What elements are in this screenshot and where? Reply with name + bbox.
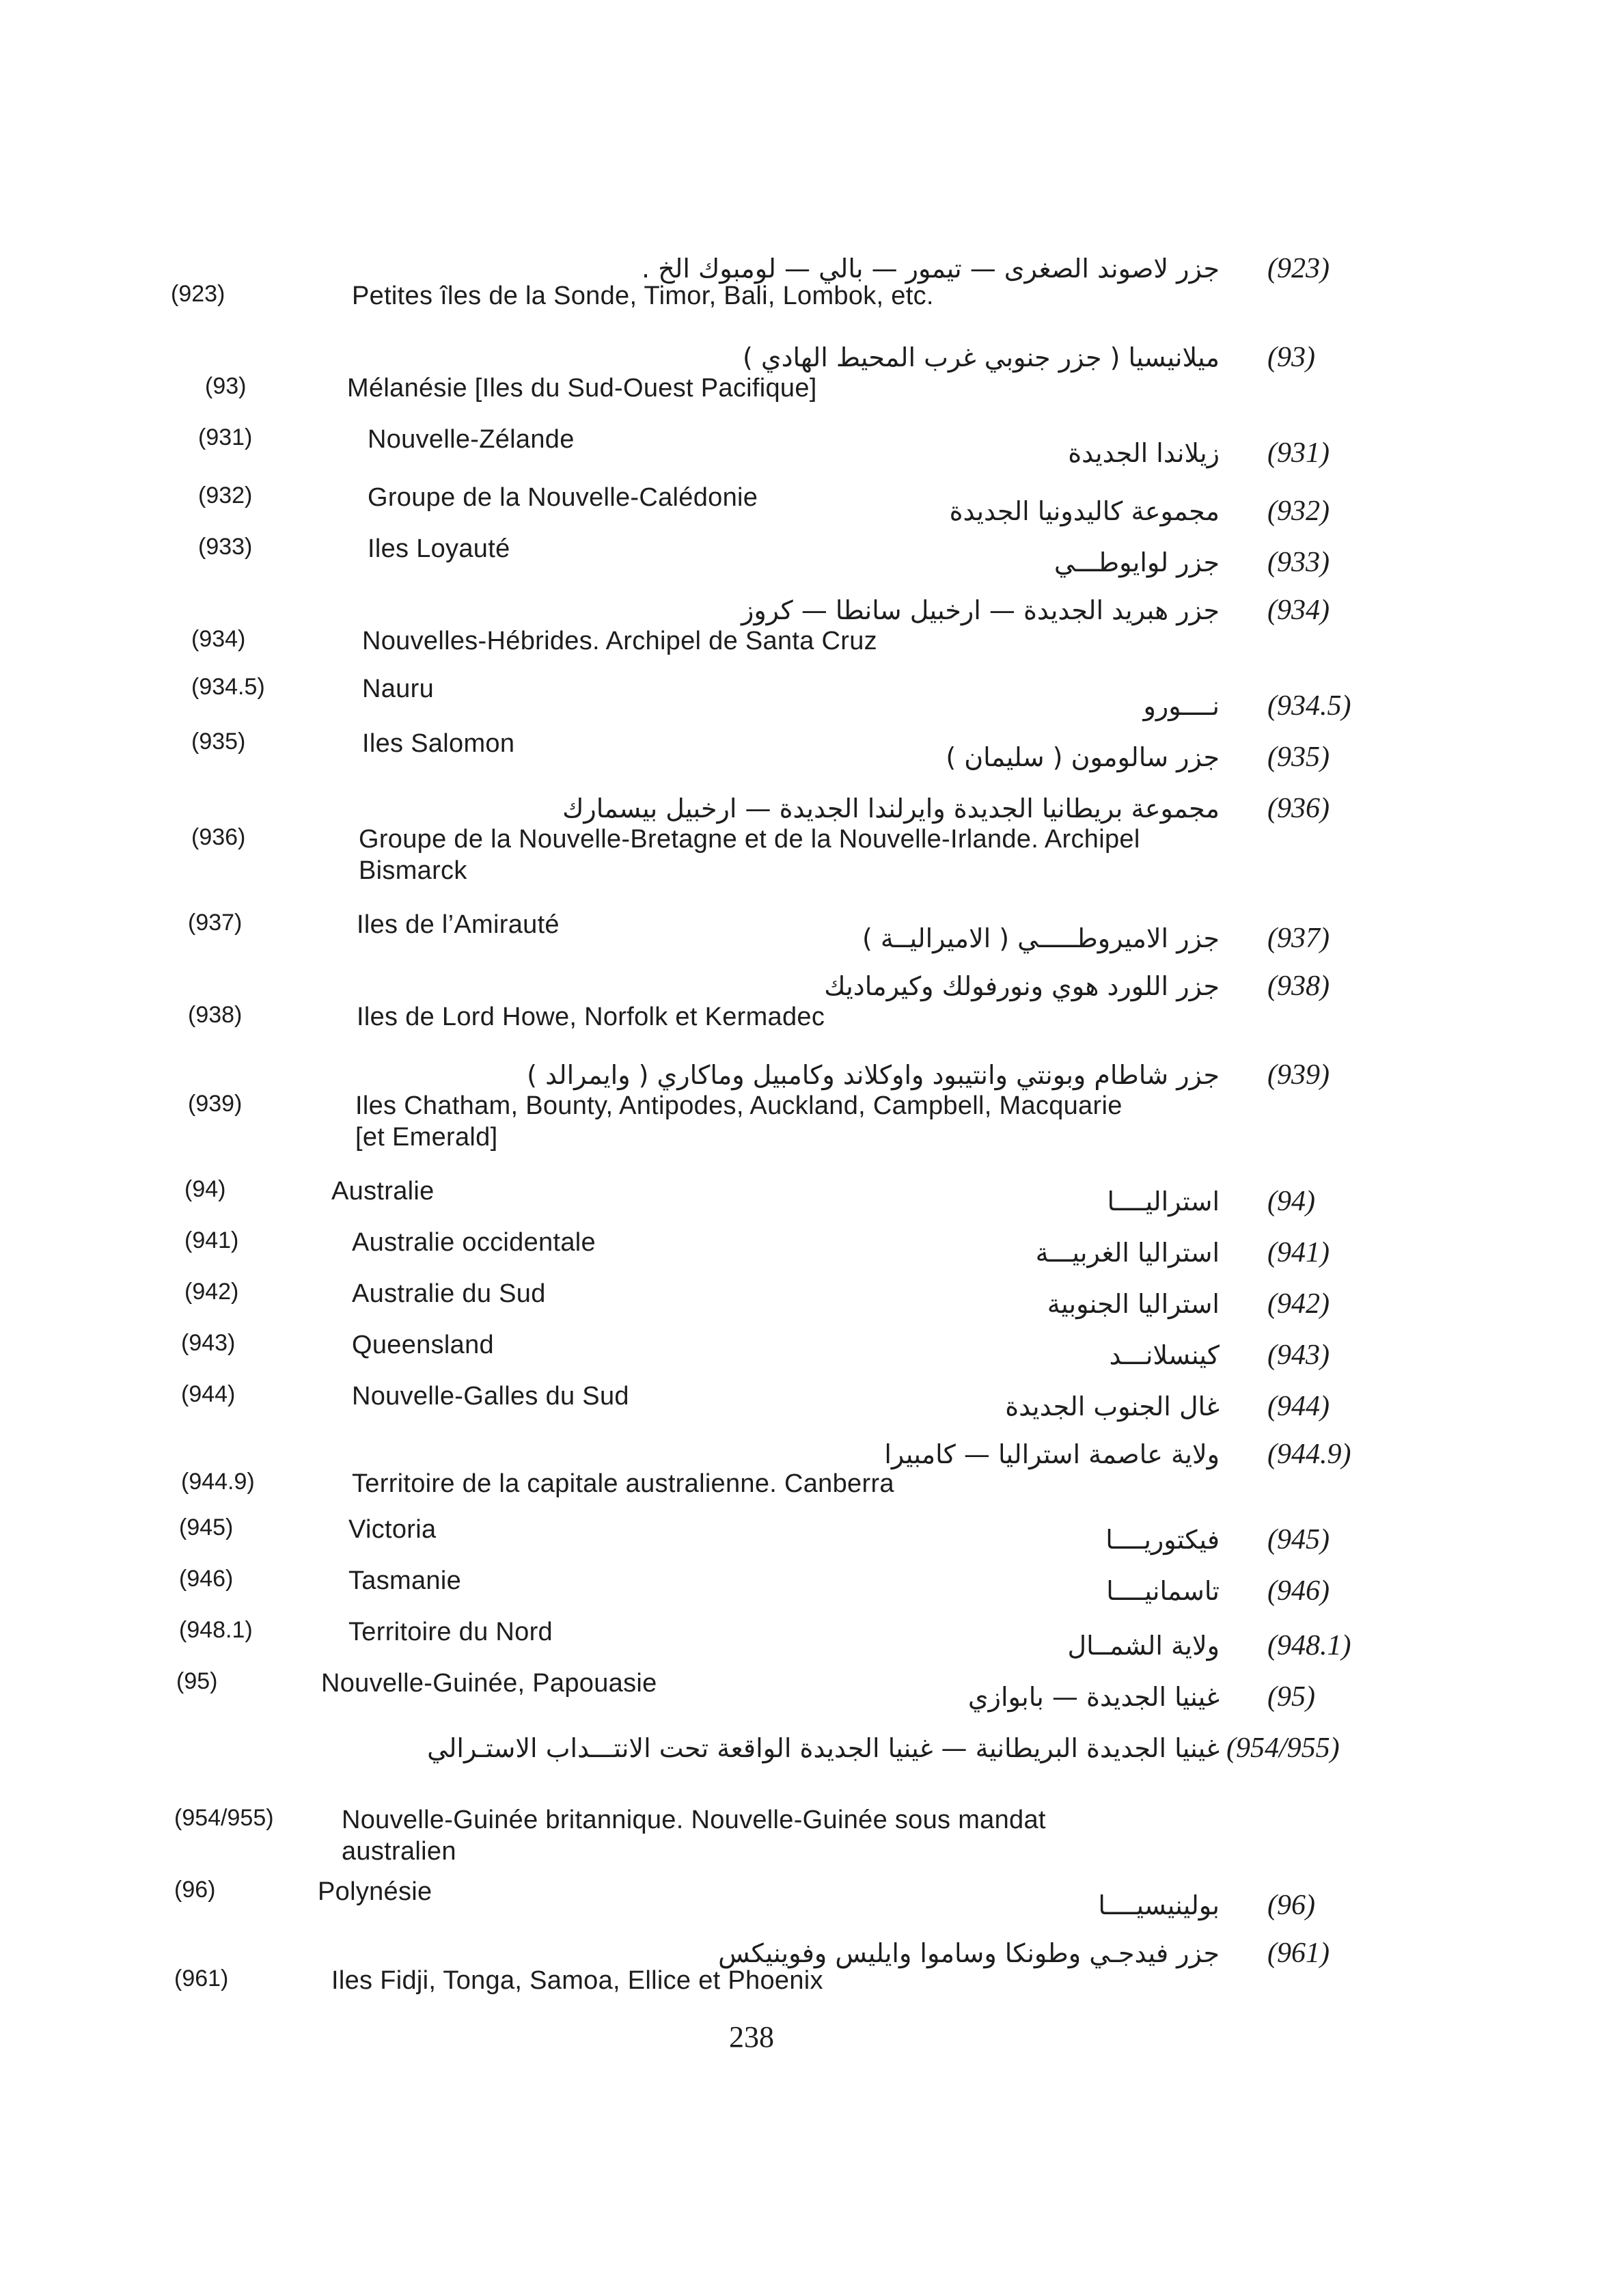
french-code: (933) — [198, 534, 253, 560]
french-label: Nouvelles-Hébrides. Archipel de Santa Cruz — [362, 627, 877, 655]
french-label: Iles de Lord Howe, Norfolk et Kermadec — [357, 1003, 825, 1031]
arabic-code: (96) — [1267, 1890, 1315, 1921]
arabic-code: (934) — [1267, 595, 1330, 626]
french-code: (934.5) — [191, 674, 265, 700]
arabic-label: جزر لوايوطـــي — [1054, 547, 1220, 577]
french-code: (948.1) — [179, 1617, 253, 1643]
french-label: Nouvelle-Guinée britannique. Nouvelle-Guinée sous mandat australien — [342, 1806, 1046, 1866]
french-label: Tasmanie — [348, 1566, 462, 1595]
arabic-code: (934.5) — [1267, 690, 1351, 722]
french-label: Nouvelle-Guinée, Papouasie — [321, 1669, 657, 1698]
french-code: (942) — [184, 1279, 239, 1305]
french-label: Australie — [331, 1177, 435, 1206]
arabic-label: غينيا الجديدة البريطانية — غينيا الجديدة الواقعة تحت الانتـــداب الاستـرالي — [427, 1733, 1220, 1763]
arabic-label: نــــورو — [1143, 691, 1220, 721]
french-code: (94) — [184, 1176, 226, 1202]
french-code: (931) — [198, 424, 253, 450]
french-label: Petites îles de la Sonde, Timor, Bali, Lombok, etc. — [352, 282, 934, 310]
arabic-label: جزر سالومون ( سليمان ) — [946, 742, 1220, 772]
arabic-label: جزر هبريد الجديدة — ارخبيل سانطا — كروز — [741, 595, 1220, 625]
arabic-code: (932) — [1267, 495, 1330, 527]
arabic-label: استراليا الجنوبية — [1047, 1289, 1220, 1319]
arabic-label: جزر فيدجـي وطونكا وساموا وايليس وفوينيكس — [718, 1938, 1220, 1968]
french-label: Iles Loyauté — [368, 534, 510, 563]
french-label: Territoire du Nord — [348, 1618, 553, 1646]
french-label: Mélanésie [Iles du Sud-Ouest Pacifique] — [347, 374, 817, 403]
arabic-code: (935) — [1267, 742, 1330, 773]
arabic-label: فيكتوريــــا — [1105, 1525, 1220, 1555]
arabic-label: بولينيسيــــا — [1098, 1890, 1220, 1920]
arabic-code: (933) — [1267, 547, 1330, 578]
french-label: Groupe de la Nouvelle-Calédonie — [368, 483, 758, 512]
arabic-code: (93) — [1267, 342, 1315, 373]
french-code: (943) — [181, 1330, 236, 1356]
french-label: Australie du Sud — [352, 1279, 546, 1308]
arabic-code: (946) — [1267, 1575, 1330, 1607]
arabic-code: (954/955) — [1226, 1732, 1340, 1764]
french-code: (93) — [205, 373, 247, 399]
french-label: Iles Fidji, Tonga, Samoa, Ellice et Phoenix — [331, 1966, 823, 1995]
arabic-label: غينيا الجديدة — بابوازي — [967, 1682, 1220, 1712]
french-code: (923) — [171, 281, 225, 307]
arabic-label: مجموعة كاليدونيا الجديدة — [949, 496, 1220, 526]
arabic-label: زيلاندا الجديدة — [1068, 438, 1220, 468]
arabic-label: غال الجنوب الجديدة — [1005, 1391, 1220, 1422]
arabic-label: ولاية عاصمة استراليا — كامبيرا — [884, 1439, 1220, 1469]
arabic-code: (941) — [1267, 1237, 1330, 1268]
french-code: (939) — [188, 1091, 243, 1117]
french-code: (946) — [179, 1566, 234, 1592]
arabic-code: (95) — [1267, 1681, 1315, 1713]
french-label: Victoria — [348, 1515, 437, 1544]
arabic-label: جزر الاميروطـــــي ( الاميراليــة ) — [862, 923, 1220, 953]
french-code: (938) — [188, 1002, 243, 1028]
arabic-label: كينسلانـــد — [1109, 1340, 1220, 1370]
french-code: (96) — [174, 1877, 216, 1903]
french-label: Groupe de la Nouvelle-Bretagne et de la Nouvelle-Irlande. Archipel Bismarck — [359, 825, 1140, 885]
arabic-code: (938) — [1267, 970, 1330, 1002]
french-label: Queensland — [352, 1331, 494, 1359]
arabic-code: (961) — [1267, 1938, 1330, 1969]
arabic-label: تاسمانيــــا — [1106, 1576, 1220, 1606]
arabic-code: (936) — [1267, 793, 1330, 824]
french-code: (934) — [191, 626, 246, 652]
arabic-label: ميلانيسيا ( جزر جنوبي غرب المحيط الهادي ) — [742, 342, 1220, 372]
french-label: Nouvelle-Zélande — [368, 425, 575, 454]
arabic-label: استراليا الغربيـــة — [1035, 1238, 1220, 1268]
french-code: (944) — [181, 1381, 236, 1407]
french-code: (935) — [191, 729, 246, 754]
french-label: Iles de l’Amirauté — [357, 910, 560, 939]
arabic-code: (94) — [1267, 1186, 1315, 1217]
french-code: (932) — [198, 482, 253, 508]
french-code: (944.9) — [181, 1469, 255, 1495]
arabic-code: (931) — [1267, 437, 1330, 469]
arabic-code: (943) — [1267, 1340, 1330, 1371]
french-label: Nauru — [362, 675, 434, 703]
arabic-label: استراليــــا — [1107, 1186, 1220, 1216]
arabic-label: مجموعة بريطانيا الجديدة وايرلندا الجديدة — ارخبيل بيسمارك — [562, 793, 1220, 824]
french-code: (941) — [184, 1227, 239, 1253]
french-label: Territoire de la capitale australienne. Canberra — [352, 1469, 894, 1498]
arabic-code: (944.9) — [1267, 1439, 1351, 1470]
french-label: Iles Salomon — [362, 729, 515, 758]
french-code: (936) — [191, 824, 246, 850]
french-label: Polynésie — [318, 1877, 432, 1906]
arabic-label: ولاية الشمــال — [1067, 1631, 1220, 1661]
arabic-code: (945) — [1267, 1524, 1330, 1555]
arabic-code: (939) — [1267, 1059, 1330, 1091]
arabic-code: (937) — [1267, 923, 1330, 954]
arabic-label: جزر اللورد هوي ونورفولك وكيرماديك — [824, 971, 1220, 1001]
arabic-code: (948.1) — [1267, 1630, 1351, 1661]
arabic-code: (944) — [1267, 1391, 1330, 1422]
french-label: Australie occidentale — [352, 1228, 596, 1257]
arabic-code: (942) — [1267, 1288, 1330, 1320]
french-code: (95) — [176, 1668, 218, 1694]
french-code: (937) — [188, 910, 243, 936]
french-label: Nouvelle-Galles du Sud — [352, 1382, 629, 1411]
french-label: Iles Chatham, Bounty, Antipodes, Auckland, Campbell, Macquarie [et Emerald] — [355, 1091, 1123, 1152]
french-code: (945) — [179, 1514, 234, 1540]
french-code: (961) — [174, 1966, 229, 1991]
arabic-code: (923) — [1267, 253, 1330, 284]
arabic-label: جزر شاطام وبونتي وانتيبود واوكلاند وكامبيل وماكاري ( وايمرالد ) — [527, 1060, 1220, 1090]
french-code: (954/955) — [174, 1805, 274, 1831]
arabic-label: جزر لاصوند الصغرى — تيمور — بالي — لومبوك الخ . — [642, 254, 1220, 284]
page-number: 238 — [729, 2020, 774, 2054]
